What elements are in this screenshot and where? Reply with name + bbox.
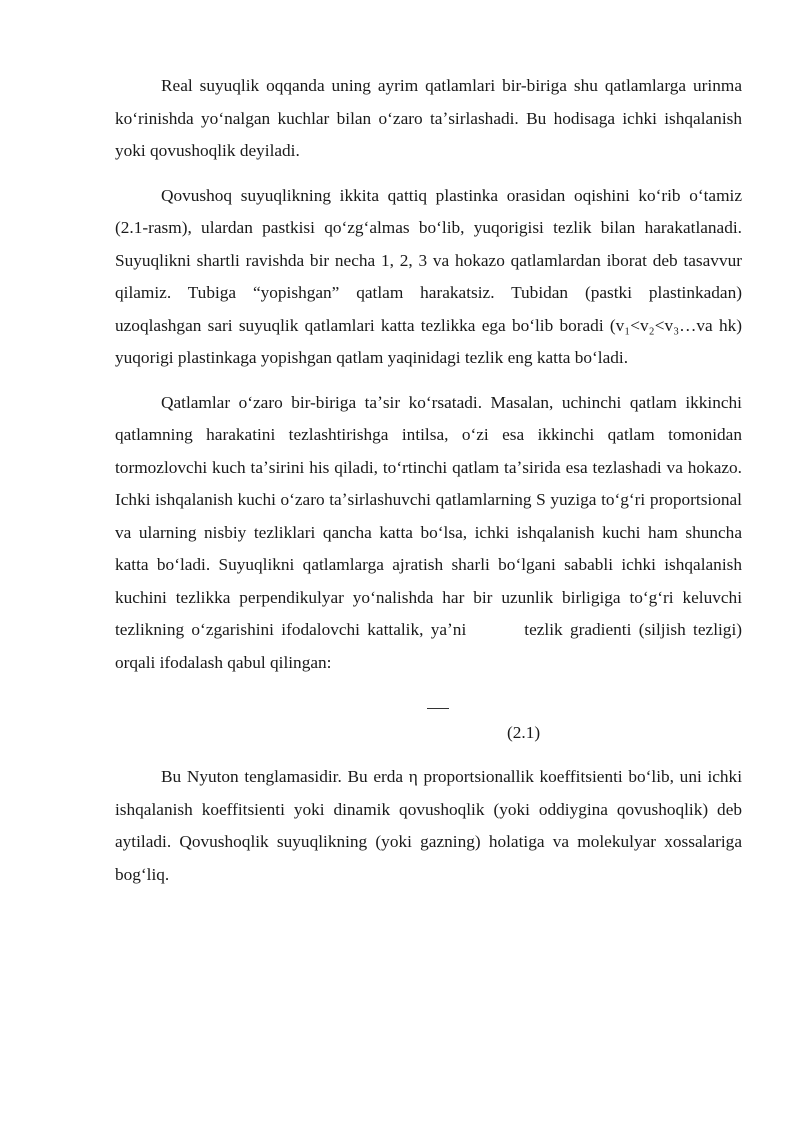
paragraph-newton-equation: Bu Nyuton tenglamasidir. Bu erda η proportsionallik koeffitsienti boʻlib, uni ichki ishqalanish koeffitsienti yoki dinamik qovushoqlik (yoki oddiygina qovushoqlik) deb aytiladi. Qovushoqlik suyuqlikning (yoki gazning) holatiga va molekulyar xossalariga bogʻliq. [115, 767, 742, 884]
fraction-bar [427, 708, 449, 709]
document-page [115, 70, 742, 903]
paragraph-plates-flow: Qovushoq suyuqlikning ikkita qattiq plastinka orasidan oqishini koʻrib oʻtamiz (2.1-rasm), ulardan pastkisi qoʻzgʻalmas boʻlib, yuqorigisi tezlik bilan harakatlanadi. Suyuqlikni shartli ravishda bir necha 1, 2, 3 va hokazo qatlamlardan iborat deb tasavvur qilamiz. Tubiga “yopishgan” qatlam harakatsiz. Tubidan (pastki plastinkadan) uzoqlashgan sari suyuqlik qatlamlari katta tezlikka ega boʻlib boradi (v₁<v₂<v₃…va hk) yuqorigi plastinkaga yopishgan qatlam yaqinidagi tezlik eng katta boʻladi. [115, 185, 742, 367]
paragraph-viscosity-definition: Real suyuqlik oqqanda uning ayrim qatlamlari bir-biriga shu qatlamlarga urinma koʻrinishda yoʻnalgan kuchlar bilan oʻzaro taʼsirlashadi. Bu hodisaga ichki ishqalanish yoki qovushoqlik deyiladi. [115, 76, 742, 160]
formula-block [115, 679, 742, 759]
paragraph-layer-interaction [115, 387, 742, 680]
paragraph-layer-interaction-text: Qatlamlar oʻzaro bir-biriga taʼsir koʻrsatadi. Masalan, uchinchi qatlam ikkinchi qatlamning harakatini tezlashtirishga intilsa, oʻzi esa ikkinchi qatlam tomonidan tormozlovchi kuch taʼsirini his qiladi, toʻrtinchi qatlam taʼsirida esa tezlashadi va hokazo. Ichki ishqalanish kuchi oʻzaro taʼsirlashuvchi qatlamlarning S yuziga toʻgʻri proportsional va ularning nisbiy tezliklari qancha katta boʻlsa, ichki ishqalanish kuchi ham shuncha katta boʻladi. Suyuqlikni qatlamlarga ajratish sharli boʻlgani sababli ichki ishqalanish kuchini tezlikka perpendikulyar yoʻnalishda har bir uzunlik birligiga toʻgʻri keluvchi tezlikning oʻzgarishini ifodalovchi kattalik, yaʼni [115, 392, 742, 639]
equation-number: (2.1) [507, 723, 541, 742]
paragraph-layer-interaction-tail: tezlik gradienti (siljish tezligi) orqali ifodalash qabul qilingan: [115, 620, 742, 672]
